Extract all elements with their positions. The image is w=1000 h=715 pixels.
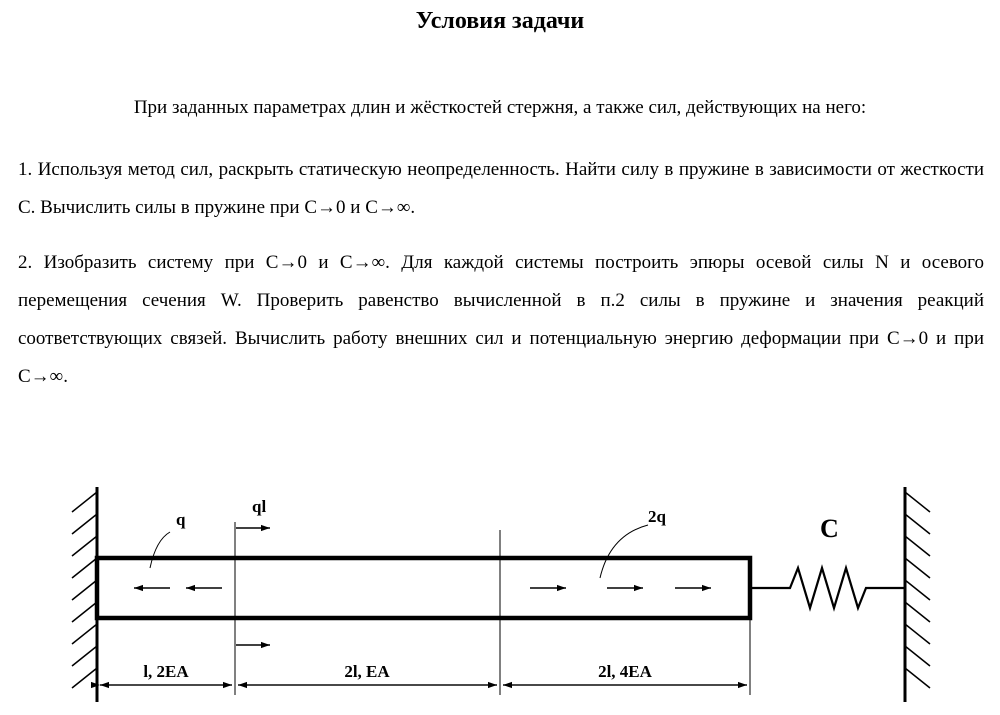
spring	[752, 568, 905, 608]
spring-label: C	[820, 514, 839, 543]
segment-3-label: 2l, 4EA	[598, 662, 652, 681]
rod-scheme	[0, 470, 1000, 715]
task-2: 2. Изобразить систему при С→0 и С→∞. Для каждой системы построить эпюры осевой силы N и осевого перемещения сечения W. Проверить равенство вычисленной в п.2 силы в пружине и значения реакций соответствующих связей. Вычислить работу внешних сил и потенциальную энергию деформации при С→0 и при С→∞.	[18, 252, 984, 387]
force-ql-label: ql	[252, 497, 267, 516]
concentrated-force-ql	[236, 528, 270, 645]
intro-text: При заданных параметрах длин и жёсткостей стержня, а также сил, действующих на него:	[133, 97, 867, 118]
segment-1-label: l, 2EA	[143, 662, 189, 681]
right-wall-support	[905, 487, 930, 702]
load-2q-label: 2q	[648, 507, 666, 526]
segment-2-label: 2l, EA	[344, 662, 390, 681]
load-q-label: q	[176, 510, 186, 529]
page-title: Условия задачи	[415, 8, 585, 34]
task-1: 1. Используя метод сил, раскрыть статическую неопределенность. Найти силу в пружине в зависимости от жесткости С. Вычислить силы в пружине при С→0 и С→∞.	[18, 159, 984, 218]
left-wall-support	[72, 487, 97, 702]
